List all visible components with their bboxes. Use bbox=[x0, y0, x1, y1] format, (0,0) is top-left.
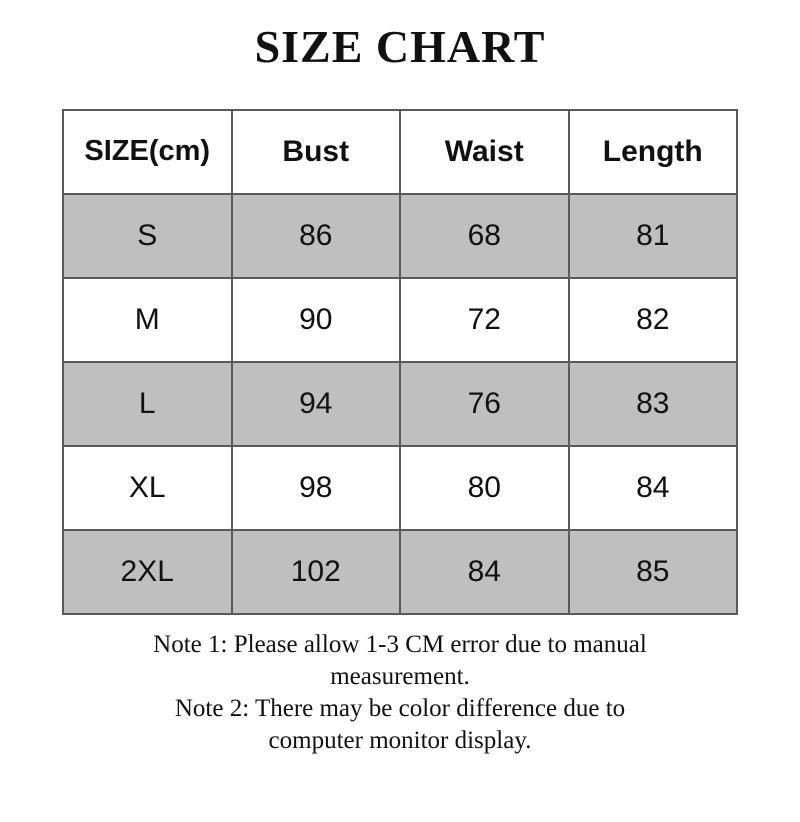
table-header-row bbox=[63, 110, 737, 194]
cell-size: S bbox=[63, 194, 232, 278]
cell-length: 84 bbox=[569, 446, 738, 530]
column-header-waist: Waist bbox=[400, 110, 569, 194]
size-chart-page bbox=[0, 22, 800, 822]
cell-waist: 76 bbox=[400, 362, 569, 446]
cell-size: M bbox=[63, 278, 232, 362]
cell-length: 81 bbox=[569, 194, 738, 278]
table-row bbox=[63, 194, 737, 278]
page-title: SIZE CHART bbox=[254, 21, 546, 72]
cell-waist: 72 bbox=[400, 278, 569, 362]
cell-waist: 84 bbox=[400, 530, 569, 614]
note-line-3: Note 2: There may be color difference due to bbox=[174, 694, 626, 722]
note-line-2: measurement. bbox=[330, 662, 470, 690]
table-row bbox=[63, 446, 737, 530]
cell-bust: 90 bbox=[232, 278, 401, 362]
cell-length: 83 bbox=[569, 362, 738, 446]
cell-size: XL bbox=[63, 446, 232, 530]
cell-waist: 68 bbox=[400, 194, 569, 278]
cell-length: 82 bbox=[569, 278, 738, 362]
cell-bust: 94 bbox=[232, 362, 401, 446]
notes-block bbox=[50, 629, 750, 757]
note-line-4: computer monitor display. bbox=[268, 726, 532, 754]
column-header-size: SIZE(cm) bbox=[63, 110, 232, 194]
table-row bbox=[63, 362, 737, 446]
table-header bbox=[63, 110, 737, 194]
table-row bbox=[63, 278, 737, 362]
table-body bbox=[63, 194, 737, 614]
column-header-length: Length bbox=[569, 110, 738, 194]
cell-size: L bbox=[63, 362, 232, 446]
size-chart-table-wrapper bbox=[62, 109, 738, 615]
note-line-1: Note 1: Please allow 1-3 CM error due to manual bbox=[153, 630, 647, 658]
size-chart-table bbox=[62, 109, 738, 615]
cell-bust: 102 bbox=[232, 530, 401, 614]
cell-size: 2XL bbox=[63, 530, 232, 614]
cell-bust: 86 bbox=[232, 194, 401, 278]
cell-bust: 98 bbox=[232, 446, 401, 530]
cell-waist: 80 bbox=[400, 446, 569, 530]
cell-length: 85 bbox=[569, 530, 738, 614]
table-row bbox=[63, 530, 737, 614]
column-header-bust: Bust bbox=[232, 110, 401, 194]
